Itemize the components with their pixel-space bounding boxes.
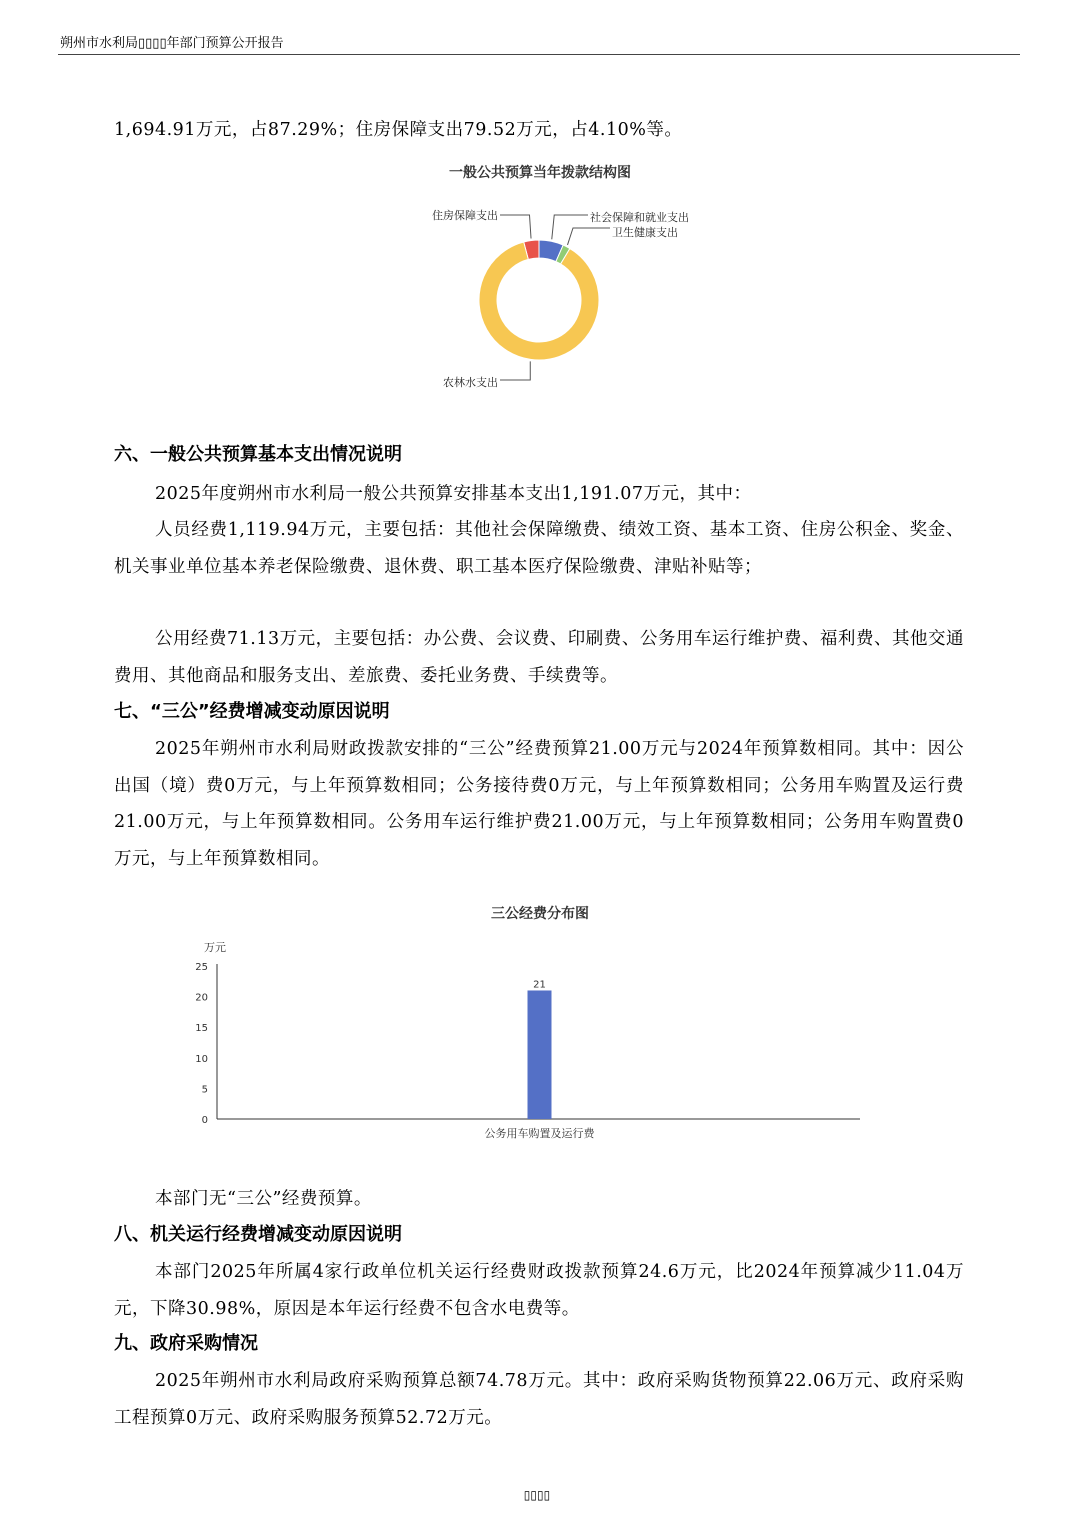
section6-p3: 公用经费71.13万元，主要包括：办公费、会议费、印刷费、公务用车运行维护费、福利费、其他交通费用、其他商品和服务支出、差旅费、委托业务费、手续费等。 [114,629,964,686]
y-tick-label: 10 [195,1053,208,1065]
section8-heading: 八、机关运行经费增减变动原因说明 [114,1224,402,1245]
y-tick-label: 5 [201,1084,208,1096]
bar-0 [528,990,552,1119]
donut-label-1: 住房保障支出 [432,209,498,222]
donut-leader-1 [500,215,531,239]
section7-p1: 2025年朔州市水利局财政拨款安排的“三公”经费预算21.00万元与2024年预算数相同。其中：因公出国（境）费0万元，与上年预算数相同；公务接待费0万元，与上年预算数相同；公务用车购置及运行费21.00万元，与上年预算数相同。公务用车运行维护费21.00万元，与上年预算数相同；公务用车购置费0万元，与上年预算数相同。 [114,739,964,869]
page-number: ▯▯▯▯ [523,1488,551,1502]
donut-chart [340,190,740,410]
top-paragraph: 1,694.91万元，占87.29%；住房保障支出79.52万元，占4.10%等。 [114,120,683,140]
bar-data-label: 21 [533,979,546,991]
section9-p1: 2025年朔州市水利局政府采购预算总额74.78万元。其中：政府采购货物预算22.06万元、政府采购工程预算0万元、政府采购服务预算52.72万元。 [114,1371,964,1428]
header-title: 朔州市水利局▯▯▯▯年部门预算公开报告 [60,36,284,51]
donut-leader-2 [552,215,588,239]
y-tick-label: 25 [195,962,208,973]
donut-leader-0 [500,361,530,380]
y-tick-label: 20 [195,992,208,1004]
section6-p2: 人员经费1,119.94万元，主要包括：其他社会保障缴费、绩效工资、基本工资、住房公积金、奖金、机关事业单位基本养老保险缴费、退休费、职工基本医疗保险缴费、津贴补贴等； [114,520,964,577]
section6-heading: 六、一般公共预算基本支出情况说明 [114,444,402,465]
section9-heading: 九、政府采购情况 [114,1333,258,1354]
x-category-label: 公务用车购置及运行费 [484,1127,595,1140]
donut-label-0: 农林水支出 [443,376,498,389]
bar-chart [180,930,900,1150]
section7-heading: 七、“三公”经费增减变动原因说明 [114,701,390,722]
bar-chart-title: 三公经费分布图 [491,906,589,922]
section7-p2: 本部门无“三公”经费预算。 [155,1189,372,1209]
donut-slice-0 [479,242,599,360]
y-axis-unit-label: 万元 [204,941,226,954]
donut-label-3: 卫生健康支出 [612,226,678,239]
y-tick-label: 0 [201,1115,208,1126]
page-header [58,30,1020,55]
donut-label-2: 社会保障和就业支出 [590,211,689,224]
donut-chart-title: 一般公共预算当年拨款结构图 [449,165,631,181]
donut-leader-3 [567,228,610,245]
y-tick-label: 15 [195,1023,208,1035]
section6-p1: 2025年度朔州市水利局一般公共预算安排基本支出1,191.07万元，其中： [155,484,752,504]
section8-p1: 本部门2025年所属4家行政单位机关运行经费财政拨款预算24.6万元，比2024年预算减少11.04万元，下降30.98%，原因是本年运行经费不包含水电费等。 [114,1262,964,1319]
